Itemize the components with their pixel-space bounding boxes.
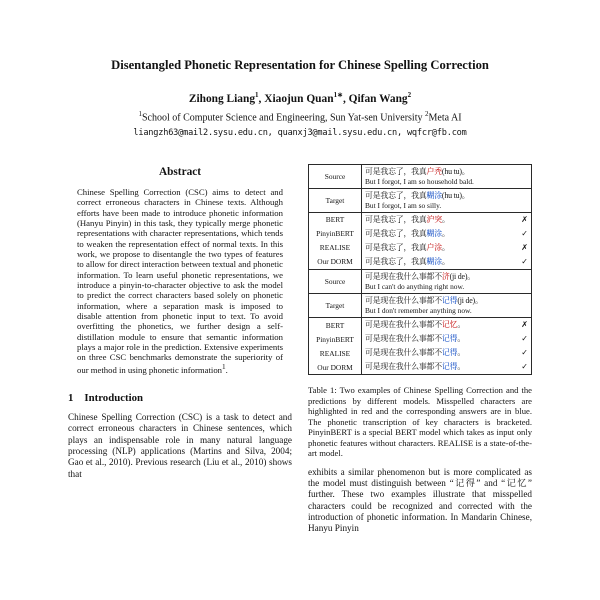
row-label: Source [309, 270, 362, 294]
section-title: Introduction [84, 391, 144, 404]
source-sentence-en: But I forgot, I am so household bald. [365, 176, 474, 186]
source-sentence-zh: 可是现在我什么事都不济(ji de)。 [365, 272, 475, 282]
check-icon: ✓ [521, 229, 528, 239]
check-icon: ✓ [521, 348, 528, 358]
check-icon: ✓ [521, 334, 528, 344]
pinyin-annotation: (hu tu) [441, 166, 462, 176]
table-caption-label: Table 1: [308, 385, 337, 396]
table-row-model [309, 213, 532, 228]
table-row-model [309, 318, 532, 333]
left-column [68, 164, 292, 535]
pinyin-annotation: (ji de) [449, 272, 468, 282]
footnote-marker: 1 [222, 362, 226, 371]
model-label: Our DORM [309, 360, 362, 375]
table-row-target [309, 188, 532, 212]
abstract-heading: Abstract [158, 165, 202, 178]
cross-icon: ✗ [521, 215, 528, 225]
source-sentence-en: But I can't do anything right now. [365, 281, 465, 291]
two-column-body [68, 164, 532, 535]
model-label: REALISE [309, 241, 362, 255]
table-row-model [309, 332, 532, 346]
row-label: Target [309, 294, 362, 318]
table-row-model [309, 346, 532, 360]
model-label: BERT [309, 318, 362, 333]
model-label: BERT [309, 213, 362, 228]
page-title: Disentangled Phonetic Representation for Chinese Spelling Correction [111, 58, 489, 72]
right-column [308, 164, 532, 535]
answer-chars: 记得 [441, 296, 458, 306]
abstract-text: Chinese Spelling Correction (CSC) aims to detect and correct erroneous characters in Chinese texts. Although efforts have been made to introduce phonetic information (Hanyu Pinyin) in this task, they typically merge phonetic representations with character representations, which tends to weaken the representation effect of normal texts. In this work, we propose to disentangle the two types of features to allow for direct interaction between textual and phonetic information. To learn useful phonetic representations, we introduce a pinyin-to-character objective to ask the model to predict the correct characters based solely on phonetic information, where a separation mask is imposed to disable attention from phonetic input to text. To avoid overfitting the phonetics, we further design a self-distillation module to ensure that semantic information plays a major role in the prediction. Extensive experiments on three CSC benchmarks demonstrate the superiority of our method in using phonetic information$^1$. [77, 186, 283, 375]
model-label: REALISE [309, 346, 362, 360]
table-row-source [309, 164, 532, 188]
check-icon: ✓ [521, 362, 528, 372]
prediction-text: 可是我忘了，我真糊涂。 [365, 229, 450, 239]
author-affil-marker: 1∗ [333, 90, 343, 99]
misspelled-chars: 济 [441, 272, 450, 282]
row-label: Source [309, 164, 362, 188]
model-label: PinyinBERT [309, 332, 362, 346]
target-sentence-zh: 可是现在我什么事都不记得(ji de)。 [365, 296, 483, 306]
affiliation-line: $^1$School of Computer Science and Engineering, Sun Yat-sen University $^2$Meta AI [138, 109, 462, 123]
table-row-model [309, 360, 532, 375]
author: Xiaojun Quan$^{1∗}$, [264, 90, 349, 105]
pinyin-annotation: (hu tu) [441, 190, 462, 200]
model-label: PinyinBERT [309, 227, 362, 241]
answer-chars: 糊涂 [426, 190, 442, 200]
prediction-text: 可是我忘了，我真户涂。 [365, 243, 450, 253]
target-sentence-zh: 可是我忘了，我真糊涂(hu tu)。 [365, 190, 470, 200]
right-column-text: exhibits a similar phenomenon but is more complicated as the model must distinguish between “记得” and “记忆” further. These two examples illustrate that misspelled characters could be recognized and corrected with the introduction of phonetic information. In Mandarin Chinese, Hanyu Pinyin [308, 466, 532, 534]
introduction-text: Chinese Spelling Correction (CSC) is a task to detect and correct erroneous characters in Chinese sentences, which plays an indispensable role in many natural language processing (NLP) applications (Martins and Silva, 2004; Gao et al., 2010). Previous research (Liu et al., 2010) shows that [68, 411, 292, 479]
author-affil-marker: 1 [255, 90, 259, 99]
author: Qifan Wang$^2$ [348, 90, 412, 105]
source-sentence-zh: 可是我忘了，我真户秃(hu tu)。 [365, 166, 470, 176]
prediction-text: 可是现在我什么事都不记得。 [365, 348, 466, 358]
section-heading-introduction [68, 392, 292, 404]
check-icon: ✓ [521, 257, 528, 267]
author-affil-marker: 2 [407, 90, 412, 99]
pinyin-annotation: (ji de) [457, 296, 475, 306]
misspelled-chars: 户秃 [426, 166, 442, 176]
table-row-model [309, 255, 532, 270]
table-row-model [309, 227, 532, 241]
author-line [68, 91, 532, 105]
prediction-text: 可是我忘了，我真糊涂。 [365, 257, 450, 267]
table-row-source [309, 270, 532, 294]
row-label: Target [309, 188, 362, 212]
prediction-text: 可是现在我什么事都不记得。 [365, 362, 466, 372]
cross-icon: ✗ [521, 243, 528, 253]
author-emails: liangzh63@mail2.sysu.edu.cn, quanxj3@mail.sysu.edu.cn, wqfcr@fb.com [133, 127, 467, 138]
target-sentence-en: But I don't remember anything now. [365, 306, 472, 316]
prediction-text: 可是我忘了，我真沪突。 [365, 215, 450, 225]
table-caption: Table 1: Two examples of Chinese Spelling Correction and the predictions by different models. Misspelled characters are highlighted in red and the corresponding answers are in blue. The phonetic transcription of key characters is bracketed. PinyinBERT is a special BERT model which takes as input only phonetic features without characters. REALISE is a state-of-the-art model. [308, 385, 532, 459]
section-number: 1 [68, 391, 74, 404]
table-row-model [309, 241, 532, 255]
model-label: Our DORM [309, 255, 362, 270]
author: Zihong Liang$^1$, [188, 90, 265, 105]
prediction-text: 可是现在我什么事都不记得。 [365, 334, 466, 344]
target-sentence-en: But I forgot, I am so silly. [365, 200, 442, 210]
prediction-text: 可是现在我什么事都不记忆。 [365, 320, 466, 330]
results-table [308, 164, 532, 376]
table-row-target [309, 294, 532, 318]
cross-icon: ✗ [521, 320, 528, 330]
